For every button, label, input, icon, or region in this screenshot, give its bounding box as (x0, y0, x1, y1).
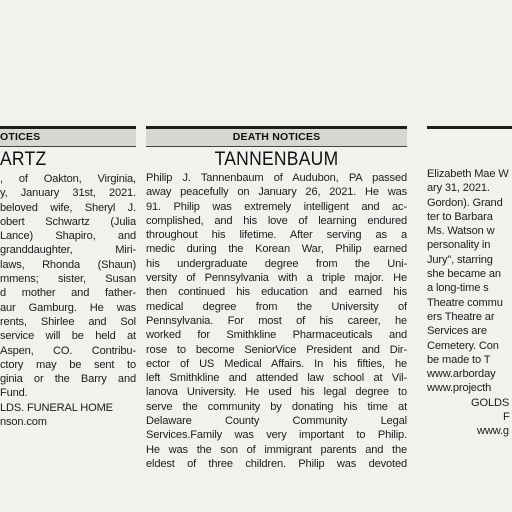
text-line: ers Theatre ar (427, 310, 495, 323)
text-line: laws, Rhonda (Shaun) (0, 258, 136, 271)
text-line: Jury", starring (427, 253, 493, 266)
text-line: beloved wife, Sheryl J. (0, 201, 136, 214)
text-line: medic during the Korean War, Philip earned (146, 243, 407, 256)
text-line: He was the son of immigrant parents and the (146, 443, 407, 456)
text-line: www.projecth (427, 382, 492, 395)
right-obituary-column (427, 126, 512, 439)
text-line: be made to T (427, 353, 491, 366)
text-line: ector of US Medical Affairs. In his fifties, he (146, 357, 407, 370)
text-line: Delaware County Community Legal (146, 415, 407, 428)
deceased-name: TANNENBAUM (214, 149, 339, 170)
text-line: ginia or the Barry and (0, 373, 136, 386)
text-line: his undergraduate degree from the Uni- (146, 257, 407, 270)
header-divider (0, 146, 136, 147)
text-line: Gordon). Grand (427, 196, 503, 209)
text-line: service will be held at (0, 330, 136, 343)
text-line: y, January 31st, 2021. (0, 187, 136, 200)
text-line: throughout his lifetime. After serving as a (146, 229, 407, 242)
text-line: rose to become SeniorVice President and Dir- (146, 343, 407, 356)
text-line: personality in (427, 239, 491, 252)
text-line: eldest of three children. Philip was devoted (146, 457, 407, 470)
website-line: nson.com (0, 416, 47, 429)
text-line: Ms. Watson w (427, 225, 495, 238)
obituary-body (146, 171, 407, 471)
text-line: aur Gamburg. He was (0, 301, 136, 314)
text-line: obert Schwartz (Julia (0, 215, 136, 228)
text-line: Elizabeth Mae W (427, 168, 509, 180)
text-line: , of Oakton, Virginia, (0, 173, 136, 185)
text-line: serve the community by donating his time at (146, 400, 407, 413)
section-header: OTICES (0, 129, 136, 146)
text-line: then continued his education and earned his (146, 286, 407, 299)
obituary-body (427, 167, 512, 439)
text-line: worked for Smithkline Pharmaceuticals and (146, 329, 407, 342)
text-line: Services.Family was very important to Philip. (146, 429, 407, 442)
text-line: Services are (427, 325, 487, 338)
obituary-body (0, 172, 136, 429)
text-line: she became an (427, 268, 501, 281)
text-line: granddaughter, Miri- (0, 244, 136, 257)
text-line: Lance) Shapiro, and (0, 230, 136, 243)
text-line: mmens; sister, Susan (0, 273, 136, 286)
text-line: away peacefully on January 26, 2021. He was (146, 186, 407, 199)
text-line: versity of Pennsylvania with a triple major. He (146, 272, 407, 285)
text-line: d mother and father- (0, 287, 136, 300)
text-line: 91. Philip was extremely intelligent and ac- (146, 200, 407, 213)
text-line: www.arborday (427, 368, 496, 381)
text-line: ary 31, 2021. (427, 182, 490, 195)
text-line: rents, Shirlee and Sol (0, 315, 136, 328)
text-line: ctory may be sent to (0, 358, 136, 371)
text-line: Aspen, CO. Contribu- (0, 344, 136, 357)
text-line: ter to Barbara (427, 210, 493, 223)
middle-obituary-column (146, 126, 407, 471)
text-line: Fund. (0, 387, 28, 400)
text-line: left Smithkline and attended law school at Vil- (146, 372, 407, 385)
header-divider (146, 146, 407, 147)
funeral-home-line: GOLDS (471, 396, 510, 409)
text-line: a long-time s (427, 282, 489, 295)
text-line: Theatre commu (427, 296, 503, 309)
text-line: Philip J. Tannenbaum of Audubon, PA passed (146, 172, 407, 184)
text-line: Cemetery. Con (427, 339, 499, 352)
text-line: Pennsylvania. For most of his career, he (146, 314, 407, 327)
deceased-name: ARTZ (0, 149, 47, 170)
text-line: F (503, 411, 510, 424)
text-line: medical degree from the University of (146, 300, 407, 313)
section-header: DEATH NOTICES (146, 129, 407, 146)
text-line: lanova University. He used his legal degree to (146, 386, 407, 399)
funeral-home-line: LDS. FUNERAL HOME (0, 401, 113, 414)
text-line: complished, and his love of learning endured (146, 214, 407, 227)
column-top-rule (427, 126, 512, 129)
left-obituary-column (0, 126, 136, 429)
website-line: www.g (477, 425, 509, 438)
